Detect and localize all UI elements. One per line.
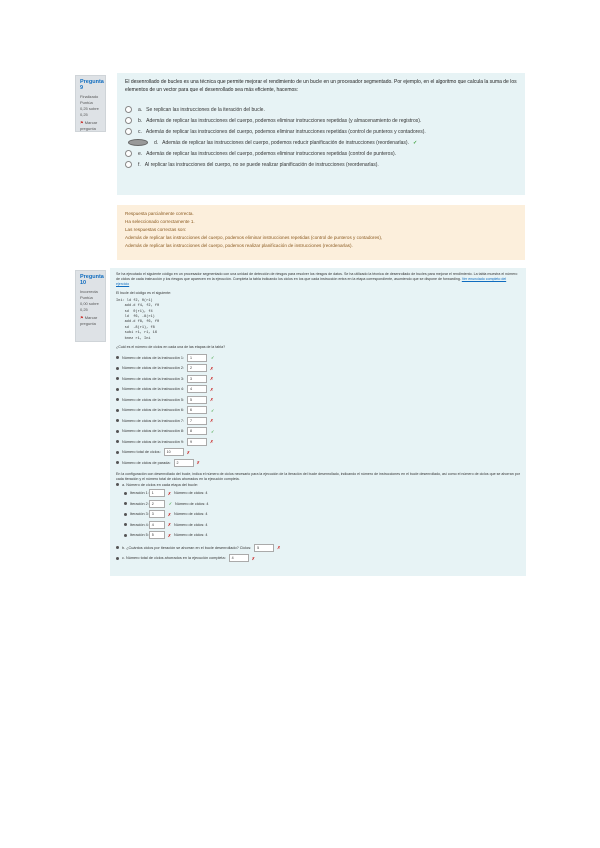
bullet bbox=[124, 492, 127, 495]
total-savings-select[interactable]: 4 bbox=[229, 554, 249, 562]
correct-answer: Además de replicar las instrucciones del cuerpo, podemos eliminar instrucciones repetidas (control de punteros y contadores), bbox=[125, 235, 383, 240]
flag-question-link[interactable] bbox=[80, 120, 101, 132]
question-number: Pregunta 10 bbox=[80, 274, 104, 286]
sub-rows bbox=[124, 488, 520, 541]
sub-row bbox=[124, 509, 520, 520]
part-two-text: En la configuración con desenrollado del bucle, indica el número de ciclos necesario para la ejecución de la iteración del bucle desenrollado, indicando el número de instrucciones en el bucle desenrollado, así como el número de ciclos que se ahorran por cada iteración y el número total de ciclos ahorrados en la ejecución completa. bbox=[116, 471, 520, 481]
table-question: ¿Cuál es el número de ciclos en cada una de las etapas de la tabla? bbox=[116, 345, 226, 350]
bullet bbox=[124, 502, 127, 505]
option-text: Además de replicar las instrucciones del cuerpo, podemos eliminar instrucciones repetidas (y almacenamiento de registros). bbox=[146, 117, 422, 124]
correct-icon: ✓ bbox=[412, 139, 418, 146]
answer-select[interactable]: 4 bbox=[187, 385, 207, 393]
answer-select[interactable]: 2 bbox=[174, 459, 194, 467]
radio-button[interactable] bbox=[125, 150, 132, 157]
question-info bbox=[75, 75, 106, 132]
row-label: Número de ciclos de la instrucción 7: bbox=[122, 418, 185, 423]
correct-icon: ✓ bbox=[168, 502, 172, 507]
option-letter: c. bbox=[138, 128, 142, 135]
bullet bbox=[116, 356, 119, 359]
option-text: Además de replicar las instrucciones del cuerpo, podemos eliminar instrucciones repetidas (control de punteros). bbox=[146, 150, 397, 157]
option-text: Además de replicar las instrucciones del cuerpo, podemos reducir planificación de instrucciones (reordenarlas). bbox=[162, 139, 409, 146]
savings-select[interactable]: 5 bbox=[254, 544, 274, 552]
answer-option[interactable] bbox=[125, 137, 517, 148]
incorrect-icon: ✗ bbox=[196, 461, 200, 466]
question-score: Puntúa 0,25 sobre 0,25 bbox=[80, 100, 99, 117]
savings-label: b. ¿Cuántos ciclos por iteración se ahorran en el bucle desenrollado? Ciclos: bbox=[122, 545, 252, 550]
sub-row-input[interactable]: 3 bbox=[149, 510, 165, 518]
total-savings-row bbox=[116, 553, 520, 564]
sub-row-answer: Número de ciclos: 4 bbox=[173, 533, 208, 538]
feedback-box bbox=[117, 205, 525, 260]
row-label: Número de ciclos de la instrucción 9: bbox=[122, 439, 185, 444]
code-block bbox=[116, 299, 520, 342]
sub-row-answer: Número de ciclos: 4 bbox=[173, 491, 208, 496]
bullet bbox=[116, 388, 119, 391]
question-text bbox=[116, 272, 520, 288]
incorrect-icon: ✗ bbox=[167, 512, 171, 517]
row-label: Número de ciclos de la instrucción 3: bbox=[122, 376, 185, 381]
sub-row-input[interactable]: 2 bbox=[149, 500, 165, 508]
total-savings-label: c. Número total de ciclos ahorrados en la ejecución completa: bbox=[122, 556, 226, 561]
bullet bbox=[116, 461, 119, 464]
incorrect-icon: ✗ bbox=[251, 556, 255, 561]
bullet bbox=[116, 451, 119, 454]
sub-row-label: Iteración 3: bbox=[130, 512, 149, 517]
correct-icon: ✓ bbox=[211, 356, 215, 361]
question-content bbox=[117, 73, 525, 195]
answer-row bbox=[116, 363, 520, 374]
bullet bbox=[124, 534, 127, 537]
row-label: Número de ciclos de la instrucción 8: bbox=[122, 429, 185, 434]
answer-select[interactable]: 8 bbox=[187, 427, 207, 435]
code-line: sd 0(r1), f4 bbox=[116, 309, 153, 314]
sub-row-answer: Número de ciclos: 4 bbox=[173, 512, 208, 517]
feedback-correct-title: Las respuestas correctas son: bbox=[125, 227, 187, 232]
answer-options bbox=[125, 104, 517, 170]
flag-question-link[interactable] bbox=[80, 315, 101, 327]
incorrect-icon: ✗ bbox=[210, 419, 214, 424]
sub-row-label: Iteración 5: bbox=[130, 533, 149, 538]
radio-button[interactable] bbox=[128, 139, 148, 146]
sub-row bbox=[124, 530, 520, 541]
option-letter: e. bbox=[138, 150, 143, 157]
option-letter: b. bbox=[138, 117, 143, 124]
question-info bbox=[75, 270, 106, 342]
radio-button[interactable] bbox=[125, 161, 132, 168]
answer-select[interactable]: 1 bbox=[187, 354, 207, 362]
bullet bbox=[116, 367, 119, 370]
row-label: Número de ciclos de la instrucción 4: bbox=[122, 387, 185, 392]
bullet bbox=[116, 430, 119, 433]
sub-row-answer: Número de ciclos: 4 bbox=[173, 522, 208, 527]
sub-row-input[interactable]: 5 bbox=[149, 531, 165, 539]
option-letter: f. bbox=[138, 161, 141, 168]
answer-rows bbox=[116, 352, 520, 468]
bullet bbox=[124, 523, 127, 526]
answer-row bbox=[116, 457, 520, 468]
radio-button[interactable] bbox=[125, 117, 132, 124]
question-score: Puntúa 0,00 sobre 0,25 bbox=[80, 295, 99, 312]
feedback-count: Ha seleccionado correctamente 1. bbox=[125, 219, 195, 224]
incorrect-icon: ✗ bbox=[210, 377, 214, 382]
question-number: Pregunta 9 bbox=[80, 79, 104, 91]
savings-row bbox=[116, 543, 520, 554]
sub-row-input[interactable]: 4 bbox=[149, 521, 165, 529]
radio-button[interactable] bbox=[125, 106, 132, 113]
option-letter: d. bbox=[154, 139, 159, 146]
answer-option[interactable] bbox=[125, 148, 517, 159]
incorrect-icon: ✗ bbox=[210, 366, 214, 371]
radio-button[interactable] bbox=[125, 128, 132, 135]
bullet bbox=[116, 398, 119, 401]
answer-select[interactable]: 9 bbox=[187, 438, 207, 446]
flag-icon: ⚑ bbox=[80, 120, 84, 125]
answer-row bbox=[116, 352, 520, 363]
bullet bbox=[116, 377, 119, 380]
sub-row bbox=[124, 488, 520, 499]
flag-label: Marcar pregunta bbox=[80, 315, 98, 326]
answer-row bbox=[116, 447, 520, 458]
answer-select[interactable]: 3 bbox=[187, 375, 207, 383]
option-text: Al replicar las instrucciones del cuerpo, no se puede realizar planificación de instrucciones (reordenarlas). bbox=[144, 161, 379, 168]
flag-label: Marcar pregunta bbox=[80, 120, 98, 131]
flag-icon: ⚑ bbox=[80, 315, 84, 320]
code-line: sd -8(r1), f8 bbox=[116, 325, 155, 330]
sub-title: a. Número de ciclos en cada etapa del bucle: bbox=[116, 482, 520, 488]
incorrect-icon: ✗ bbox=[167, 533, 171, 538]
question-content bbox=[110, 268, 526, 576]
question-state: Finalizado bbox=[80, 94, 99, 99]
correct-answer: Además de replicar las instrucciones del cuerpo, podemos realizar planificación de instrucciones (reordenarlas). bbox=[125, 243, 353, 248]
exercise-link[interactable]: Ver enunciado completo del ejercicio bbox=[116, 277, 507, 287]
feedback-result: Respuesta parcialmente correcta. bbox=[125, 211, 194, 216]
answer-row bbox=[116, 415, 520, 426]
code-title: El bucle del código es el siguiente: bbox=[116, 290, 172, 295]
correct-icon: ✓ bbox=[211, 429, 215, 434]
sub-row-label: Iteración 4: bbox=[130, 522, 149, 527]
code-line: ld f6, -8(r1) bbox=[116, 315, 155, 320]
code-line: Ini: ld f2, 0(r1) bbox=[116, 298, 153, 303]
sub-row-label: Iteración 2: bbox=[130, 501, 149, 506]
answer-select[interactable]: 2 bbox=[187, 364, 207, 372]
answer-select[interactable]: 6 bbox=[187, 406, 207, 414]
row-label: Número de ciclos de la instrucción 5: bbox=[122, 397, 185, 402]
row-label: Número de ciclos de la instrucción 1: bbox=[122, 355, 185, 360]
incorrect-icon: ✗ bbox=[277, 546, 281, 551]
row-label: Número de ciclos de parada: bbox=[122, 460, 171, 465]
bullet bbox=[116, 409, 119, 412]
bullet bbox=[124, 513, 127, 516]
code-line: add.d f4, f2, f0 bbox=[116, 304, 160, 309]
answer-option[interactable] bbox=[125, 159, 517, 170]
bullet bbox=[116, 440, 119, 443]
question-text: El desenrollado de bucles es una técnica que permite mejorar el rendimiento de un bucle en un procesador segmentado. Por ejemplo, en el algoritmo que calcula la suma de los elementos de un vector para que el desenrollado sea más eficiente, hacemos: bbox=[125, 79, 517, 93]
answer-row bbox=[116, 405, 520, 416]
answer-option[interactable] bbox=[125, 126, 517, 137]
answer-option[interactable] bbox=[125, 115, 517, 126]
answer-row bbox=[116, 384, 520, 395]
answer-row bbox=[116, 394, 520, 405]
sub-row-answer: Número de ciclos: 4 bbox=[174, 501, 209, 506]
row-label: Número de ciclos de la instrucción 2: bbox=[122, 366, 185, 371]
row-label: Número de ciclos de la instrucción 6: bbox=[122, 408, 185, 413]
answer-row bbox=[116, 426, 520, 437]
code-line: add.d f8, f6, f0 bbox=[116, 320, 160, 325]
sub-row bbox=[124, 499, 520, 510]
sub-row bbox=[124, 520, 520, 531]
incorrect-icon: ✗ bbox=[186, 450, 190, 455]
incorrect-icon: ✗ bbox=[210, 398, 214, 403]
answer-option[interactable] bbox=[125, 104, 517, 115]
incorrect-icon: ✗ bbox=[210, 387, 214, 392]
bullet bbox=[116, 419, 119, 422]
code-line: subi r1, r1, 16 bbox=[116, 331, 157, 336]
sub-row-label: Iteración 1: bbox=[130, 491, 149, 496]
option-text: Además de replicar las instrucciones del cuerpo, podemos eliminar instrucciones repetidas (control de punteros y contadores). bbox=[145, 128, 426, 135]
answer-row bbox=[116, 373, 520, 384]
answer-select[interactable]: 10 bbox=[164, 448, 184, 456]
code-line: bnez r1, Ini bbox=[116, 336, 151, 341]
question-intro: Se ha ejecutado el siguiente código en un procesador segmentado con una unidad de detección de riesgos para resolver los riesgos de datos. Se ha utilizado la técnica de desenrollado de bucles para mejorar el rendimiento. La tabla muestra el número de ciclos de cada instrucción y los riesgos que aparecen en la ejecución. Completa la tabla indicando los ciclos en los que cada instrucción entra en la etapa correspondiente, asumiendo que se dispone de forwarding. bbox=[116, 272, 518, 282]
answer-select[interactable]: 7 bbox=[187, 417, 207, 425]
question-state: Incorrecta bbox=[80, 289, 98, 294]
option-text: Se replican las instrucciones de la iteración del bucle. bbox=[146, 106, 265, 113]
sub-row-input[interactable]: 1 bbox=[149, 489, 165, 497]
incorrect-icon: ✗ bbox=[167, 491, 171, 496]
correct-icon: ✓ bbox=[211, 408, 215, 413]
option-letter: a. bbox=[138, 106, 143, 113]
incorrect-icon: ✗ bbox=[210, 440, 214, 445]
incorrect-icon: ✗ bbox=[167, 523, 171, 528]
answer-select[interactable]: 5 bbox=[187, 396, 207, 404]
answer-row bbox=[116, 436, 520, 447]
row-label: Número total de ciclos: bbox=[122, 450, 161, 455]
